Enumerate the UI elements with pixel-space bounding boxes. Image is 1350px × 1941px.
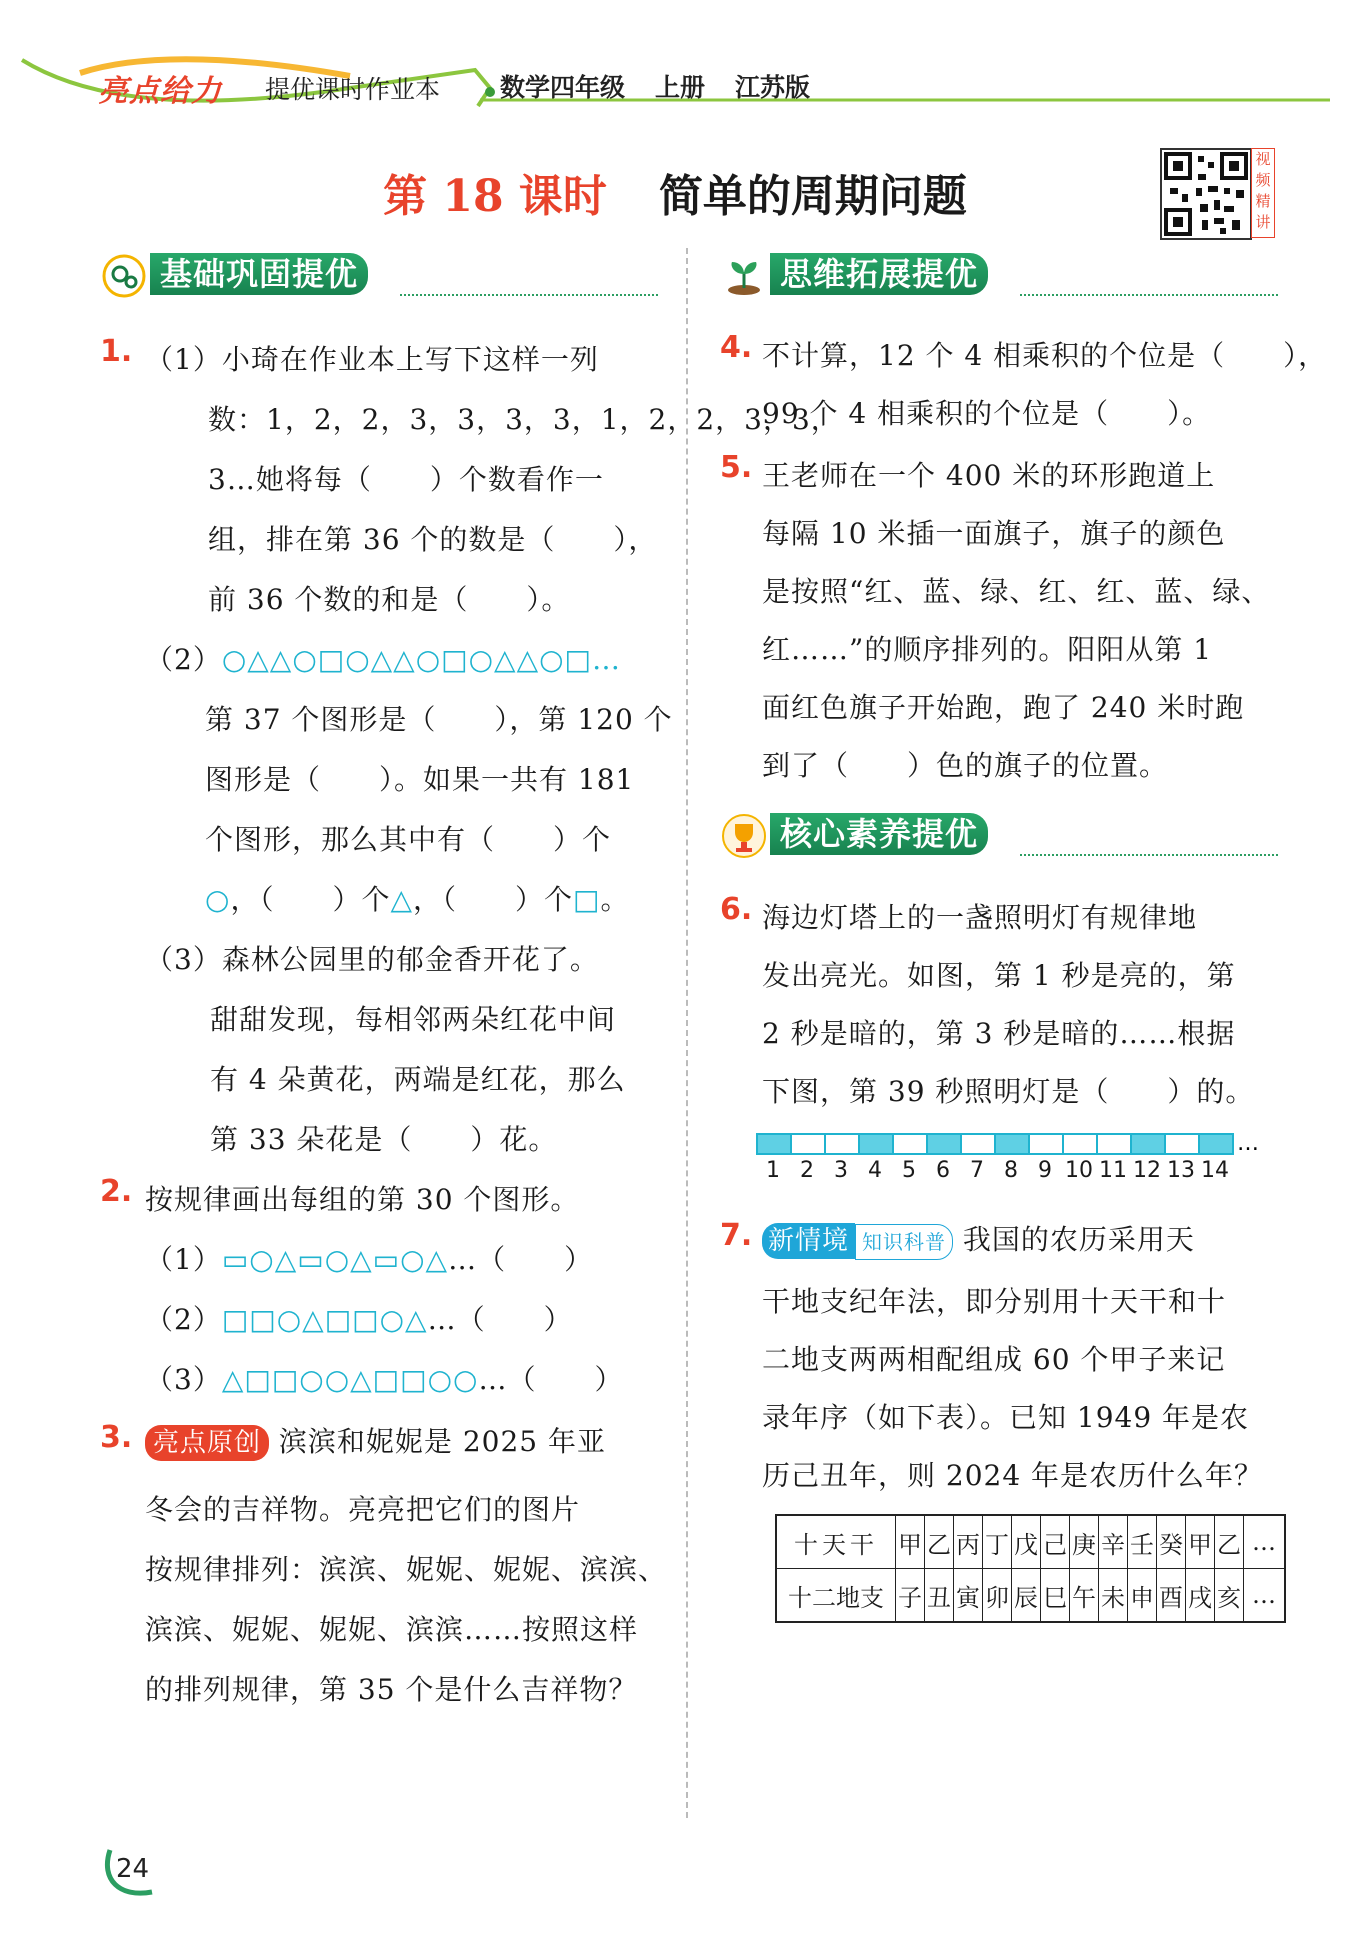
section-title: 思维拓展提优 [770,253,988,295]
q4-line: 不计算，12 个 4 相乘积的个位是（ ）， [762,339,1328,372]
q2-row [145,1298,573,1338]
question-number: 5. [720,450,753,485]
subject-grade: 数学四年级 [500,73,626,102]
second-label: 12 [1133,1158,1161,1183]
q1-line: 有 4 朵黄花，两端是红花，那么 [210,1063,626,1096]
second-label: 4 [868,1158,882,1183]
q7-line: 干地支纪年法，即分别用十天干和十 [762,1285,1227,1318]
q2-row [145,1358,623,1398]
table-cell: 午 [1070,1569,1099,1623]
original-tag: 亮点原创 [145,1425,269,1461]
table-row [776,1569,1285,1623]
lamp-lit-cell [859,1134,893,1154]
blank-text: ，（ ）个 [413,883,574,916]
part-label: （3） [145,1363,222,1396]
q1-line: （3）森林公园里的郁金香开花了。 [145,943,599,976]
q4-line: 99 个 4 相乘积的个位是（ ）。 [762,397,1212,430]
part-label: （2） [145,1303,222,1336]
q1-line: （1）小琦在作业本上写下这样一列 [145,343,599,376]
q5-line: 面红色旗子开始跑，跑了 240 米时跑 [762,691,1245,724]
q6-line: 2 秒是暗的，第 3 秒是暗的……根据 [762,1017,1236,1050]
q6-line: 海边灯塔上的一盏照明灯有规律地 [762,901,1198,934]
lamp-dark-cell [893,1134,927,1154]
table-cell: 乙 [925,1515,954,1569]
table-cell: 未 [1099,1569,1128,1623]
second-label: 7 [970,1158,984,1183]
q7-line: 录年序（如下表）。已知 1949 年是农 [762,1401,1250,1434]
lamp-dark-cell [1165,1134,1199,1154]
shape-sequence: ○△△○□○△△○□○△△○□… [221,643,621,676]
lamp-dark-cell [961,1134,995,1154]
table-head-cell: 十二地支 [776,1569,896,1623]
brand-logo: 亮点给力 [98,74,222,109]
table-cell: 申 [1128,1569,1157,1623]
section-thinking [720,250,1280,300]
book-info [500,68,810,104]
q3-text: 滨滨和妮妮是 2025 年亚 [278,1425,606,1458]
table-cell: 丙 [954,1515,983,1569]
second-label: 10 [1065,1158,1093,1183]
q3-line [145,1420,606,1461]
ganzhi-table [775,1514,1286,1623]
q1-line [205,878,630,918]
triangle-shape: △ [390,883,413,916]
q1-line: 第 33 朵花是（ ）花。 [210,1123,558,1156]
volume: 上册 [655,73,706,102]
square-shape: □ [573,883,601,916]
second-label: 2 [800,1158,814,1183]
edition: 江苏版 [735,73,811,102]
q5-line: 红……”的顺序排列的。阳阳从第 1 [762,633,1213,666]
question-number: 2. [100,1174,133,1209]
lamp-lit-cell [995,1134,1029,1154]
q1-line: 数：1，2，2，3，3，3，3，1，2，2，3，3， [208,403,840,436]
qr-code-icon [1162,150,1250,238]
q3-line: 滨滨、妮妮、妮妮、滨滨……按照这样 [145,1613,639,1646]
lesson-title [0,160,1350,224]
second-label: 3 [834,1158,848,1183]
answer-blank: …（ ） [448,1243,594,1276]
part-label: （1） [145,1243,222,1276]
lamp-lit-cell [757,1134,791,1154]
page-number: 24 [116,1854,150,1884]
second-label: 14 [1201,1158,1229,1183]
lamp-dark-cell [791,1134,825,1154]
column-divider [686,248,688,1818]
q7-text: 我国的农历采用天 [962,1223,1195,1256]
q7-line [762,1218,1195,1260]
table-cell: 卯 [983,1569,1012,1623]
q2-stem: 按规律画出每组的第 30 个图形。 [145,1183,580,1216]
table-cell: 酉 [1157,1569,1186,1623]
sprout-icon [720,252,768,300]
table-row [776,1515,1285,1569]
q7-line: 二地支两两相配组成 60 个甲子来记 [762,1343,1226,1376]
circle-shape: ○ [205,883,231,916]
lesson-topic: 简单的周期问题 [658,171,967,222]
qr-code[interactable] [1160,148,1252,240]
table-cell: 癸 [1157,1515,1186,1569]
table-cell: … [1244,1569,1286,1623]
shape-sequence: □□○△□□○△ [221,1303,428,1336]
second-label: 13 [1167,1158,1195,1183]
q1-line: 组，排在第 36 个的数是（ ）， [208,523,658,556]
section-rule [400,294,658,296]
table-cell: 寅 [954,1569,983,1623]
table-cell: 甲 [1186,1515,1215,1569]
table-cell: 戊 [1012,1515,1041,1569]
table-cell: 己 [1041,1515,1070,1569]
q3-line: 的排列规律，第 35 个是什么吉祥物？ [145,1673,638,1706]
lamp-strip [756,1132,1276,1158]
table-cell: 丁 [983,1515,1012,1569]
q5-line: 到了（ ）色的旗子的位置。 [762,749,1169,782]
series-name: 提优课时作业本 [265,75,441,104]
gears-icon [100,252,148,300]
lamp-lit-cell [927,1134,961,1154]
q1-line: 甜甜发现，每相邻两朵红花中间 [210,1003,617,1036]
blank-text: ，（ ）个 [230,883,391,916]
page-header [20,48,1340,118]
trophy-icon [720,812,768,860]
q3-line: 冬会的吉祥物。亮亮把它们的图片 [145,1493,581,1526]
table-cell: 巳 [1041,1569,1070,1623]
second-label: 5 [902,1158,916,1183]
punctuation: 。 [600,883,630,916]
table-cell: 壬 [1128,1515,1157,1569]
lesson-number: 第 18 课时 [383,171,607,222]
shape-sequence: ▭○△▭○△▭○△ [221,1243,449,1276]
answer-blank: …（ ） [478,1363,624,1396]
lamp-lit-cell [1199,1134,1233,1154]
q6-line: 下图，第 39 秒照明灯是（ ）的。 [762,1075,1255,1108]
q5-line: 每隔 10 米插一面旗子，旗子的颜色 [762,517,1226,550]
new-context-tag: 新情境 [762,1223,855,1259]
section-title: 核心素养提优 [770,813,988,855]
section-rule [1020,294,1278,296]
question-number: 7. [720,1218,753,1253]
q5-line: 是按照“红、蓝、绿、红、红、蓝、绿、 [762,575,1271,608]
part-label: （2） [145,643,222,676]
lamp-ellipsis: … [1237,1132,1259,1156]
knowledge-tag: 知识科普 [855,1224,953,1260]
q2-row [145,1238,593,1278]
section-title: 基础巩固提优 [150,253,368,295]
table-cell: 甲 [896,1515,925,1569]
lamp-dark-cell [1029,1134,1063,1154]
question-number: 3. [100,1420,133,1455]
second-label: 6 [936,1158,950,1183]
q3-line: 按规律排列：滨滨、妮妮、妮妮、滨滨、 [145,1553,668,1586]
table-cell: 子 [896,1569,925,1623]
question-number: 4. [720,330,753,365]
lamp-lit-cell [1131,1134,1165,1154]
q1-line: 第 37 个图形是（ ），第 120 个 [205,703,673,736]
section-rule [1020,854,1278,856]
q7-line: 历己丑年，则 2024 年是农历什么年？ [762,1459,1264,1492]
second-label: 1 [766,1158,780,1183]
question-number: 1. [100,334,133,369]
second-label: 8 [1004,1158,1018,1183]
section-core [720,810,1280,860]
second-label: 9 [1038,1158,1052,1183]
table-cell: 亥 [1215,1569,1244,1623]
table-cell: … [1244,1515,1286,1569]
q1-line: 前 36 个数的和是（ ）。 [208,583,571,616]
table-cell: 戌 [1186,1569,1215,1623]
q1-line: 3…她将每（ ）个数看作一 [208,463,604,496]
q1-part2 [145,638,621,678]
table-cell: 辛 [1099,1515,1128,1569]
answer-blank: …（ ） [427,1303,573,1336]
table-cell: 庚 [1070,1515,1099,1569]
video-lecture-tag: 视频精讲 [1251,148,1275,238]
q5-line: 王老师在一个 400 米的环形跑道上 [762,459,1216,492]
section-basic [100,250,660,300]
table-cell: 辰 [1012,1569,1041,1623]
q6-line: 发出亮光。如图，第 1 秒是亮的，第 [762,959,1236,992]
q1-line: 个图形，那么其中有（ ）个 [205,823,612,856]
table-cell: 丑 [925,1569,954,1623]
q1-line: 图形是（ ）。如果一共有 181 [205,763,635,796]
lamp-dark-cell [1097,1134,1131,1154]
lamp-dark-cell [825,1134,859,1154]
question-number: 6. [720,892,753,927]
table-cell: 乙 [1215,1515,1244,1569]
lamp-dark-cell [1063,1134,1097,1154]
table-head-cell: 十天干 [776,1515,896,1569]
second-label: 11 [1099,1158,1127,1183]
shape-sequence: △□□○○△□□○○ [221,1363,479,1396]
